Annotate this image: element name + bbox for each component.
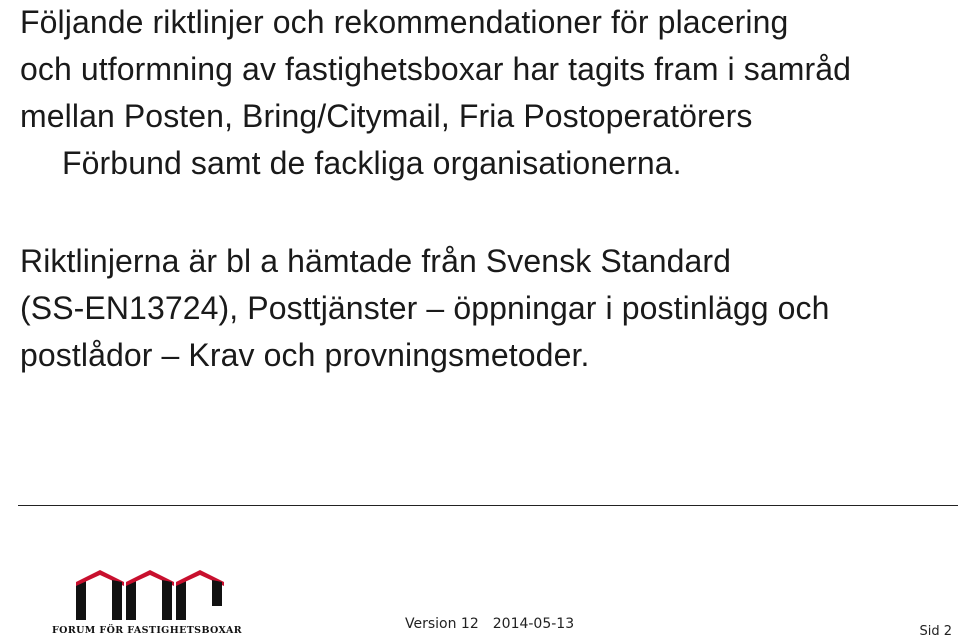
version-date: 2014-05-13 xyxy=(492,616,575,632)
page-number: Sid 2 xyxy=(919,624,952,639)
version-info xyxy=(405,616,574,632)
footer-divider xyxy=(18,505,958,506)
forum-logo xyxy=(52,566,252,640)
standard-paragraph xyxy=(20,238,830,379)
version-label: Version 12 xyxy=(405,616,479,632)
standard-line-2: (SS-EN13724), Posttjänster – öppningar i postinlägg och xyxy=(20,290,830,326)
intro-line-4: Förbund samt de fackliga organisationerna. xyxy=(62,145,682,181)
intro-paragraph xyxy=(20,0,851,187)
standard-line-1: Riktlinjerna är bl a hämtade från Svensk Standard xyxy=(20,243,732,279)
intro-line-2: och utformning av fastighetsboxar har tagits fram i samråd xyxy=(20,51,852,87)
standard-line-3: postlådor – Krav och provningsmetoder. xyxy=(20,337,590,373)
intro-line-1: Följande riktlinjer och rekommendationer för placering xyxy=(20,4,789,40)
logo-wordmark: FORUM FÖR FASTIGHETSBOXAR xyxy=(52,625,243,636)
intro-line-3: mellan Posten, Bring/Citymail, Fria Postoperatörers xyxy=(20,98,753,134)
houses-logo-icon xyxy=(76,566,224,624)
